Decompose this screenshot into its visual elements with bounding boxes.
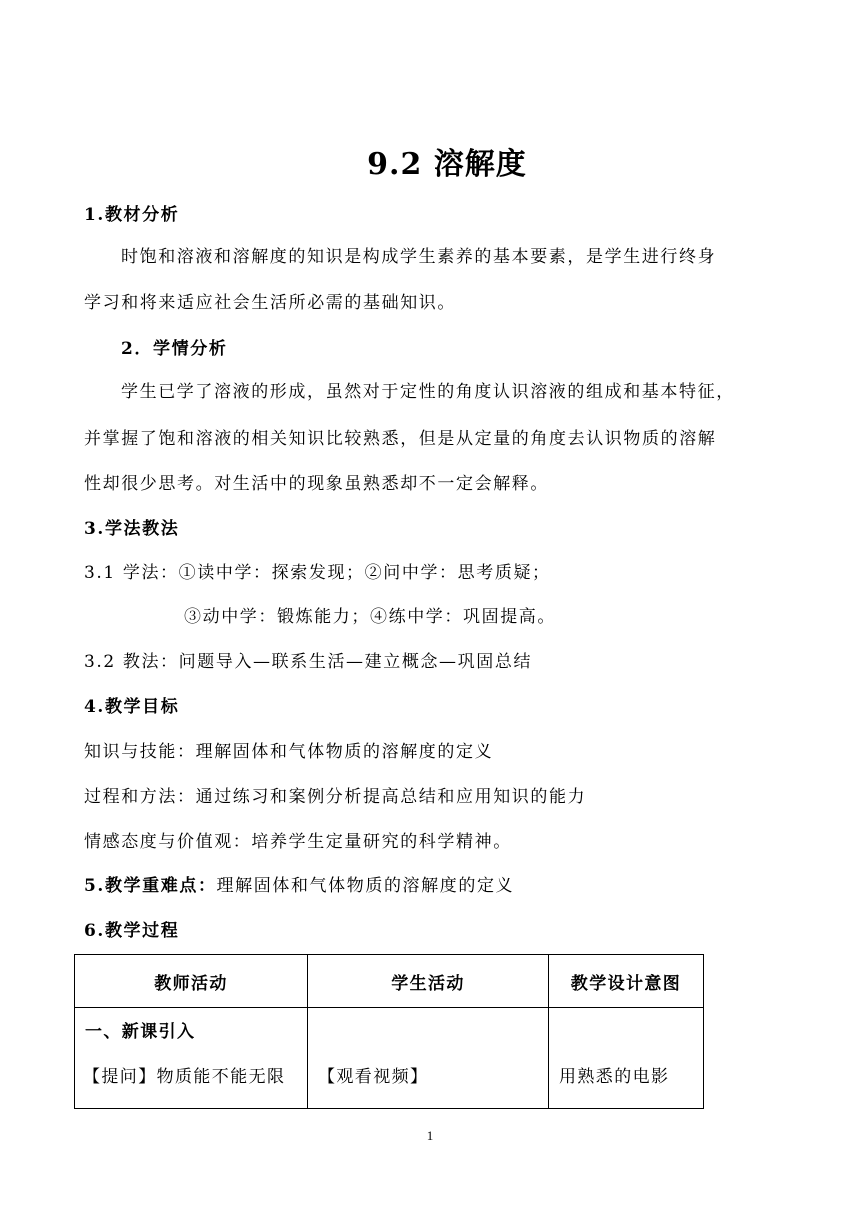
- teaching-process-table: [74, 954, 704, 1109]
- student-activity-text: 【观看视频】: [318, 1067, 429, 1087]
- cell-student-activity: [308, 1008, 549, 1109]
- table-header-row: [75, 955, 704, 1008]
- section-1-heading: 1.教材分析: [84, 205, 180, 225]
- section-5-heading: 5.教学重难点：: [84, 876, 217, 896]
- section-3-line-2: ③动中学：锻炼能力；④练中学：巩固提高。: [184, 607, 556, 627]
- table-row: [75, 1008, 704, 1109]
- cell-design-intent: [549, 1008, 704, 1109]
- section-5-text: 理解固体和气体物质的溶解度的定义: [216, 876, 515, 896]
- section-2-paragraph-line-3: 性却很少思考。对生活中的现象虽熟悉却不一定会解释。: [84, 474, 549, 494]
- section-3-line-3: 3.2 教法：问题导入—联系生活—建立概念—巩固总结: [84, 652, 533, 672]
- section-1-paragraph-line-2: 学习和将来适应社会生活所必需的基础知识。: [84, 293, 456, 313]
- section-2-paragraph-line-2: 并掌握了饱和溶液的相关知识比较熟悉，但是从定量的角度去认识物质的溶解: [84, 429, 717, 449]
- section-4-line-2: 过程和方法：通过练习和案例分析提高总结和应用知识的能力: [84, 787, 587, 807]
- section-2-heading: 2．学情分析: [121, 339, 228, 359]
- header-teacher-activity: 教师活动: [75, 955, 308, 1008]
- section-3-heading: 3.学法教法: [84, 519, 180, 539]
- header-design-intent: 教学设计意图: [549, 955, 704, 1008]
- section-1-paragraph-line-1: 时饱和溶液和溶解度的知识是构成学生素养的基本要素，是学生进行终身: [121, 247, 717, 267]
- section-6-heading: 6.教学过程: [84, 921, 180, 941]
- page-title: 9.2 溶解度: [367, 147, 527, 182]
- section-4-heading: 4.教学目标: [84, 697, 180, 717]
- teacher-activity-text: 【提问】物质能不能无限: [83, 1067, 286, 1087]
- section-3-line-1: 3.1 学法：①读中学：探索发现；②问中学：思考质疑；: [84, 563, 551, 583]
- section-2-paragraph-line-1: 学生已学了溶液的形成，虽然对于定性的角度认识溶液的组成和基本特征，: [121, 382, 735, 402]
- cell-teacher-activity: [75, 1008, 308, 1109]
- header-student-activity: 学生活动: [308, 955, 549, 1008]
- section-4-line-1: 知识与技能：理解固体和气体物质的溶解度的定义: [84, 742, 494, 762]
- section-5-line: [84, 874, 514, 898]
- teacher-activity-title: 一、新课引入: [85, 1022, 196, 1042]
- design-intent-text: 用熟悉的电影: [559, 1067, 670, 1087]
- page-number: 1: [426, 1128, 434, 1143]
- section-4-line-3: 情感态度与价值观：培养学生定量研究的科学精神。: [84, 832, 512, 852]
